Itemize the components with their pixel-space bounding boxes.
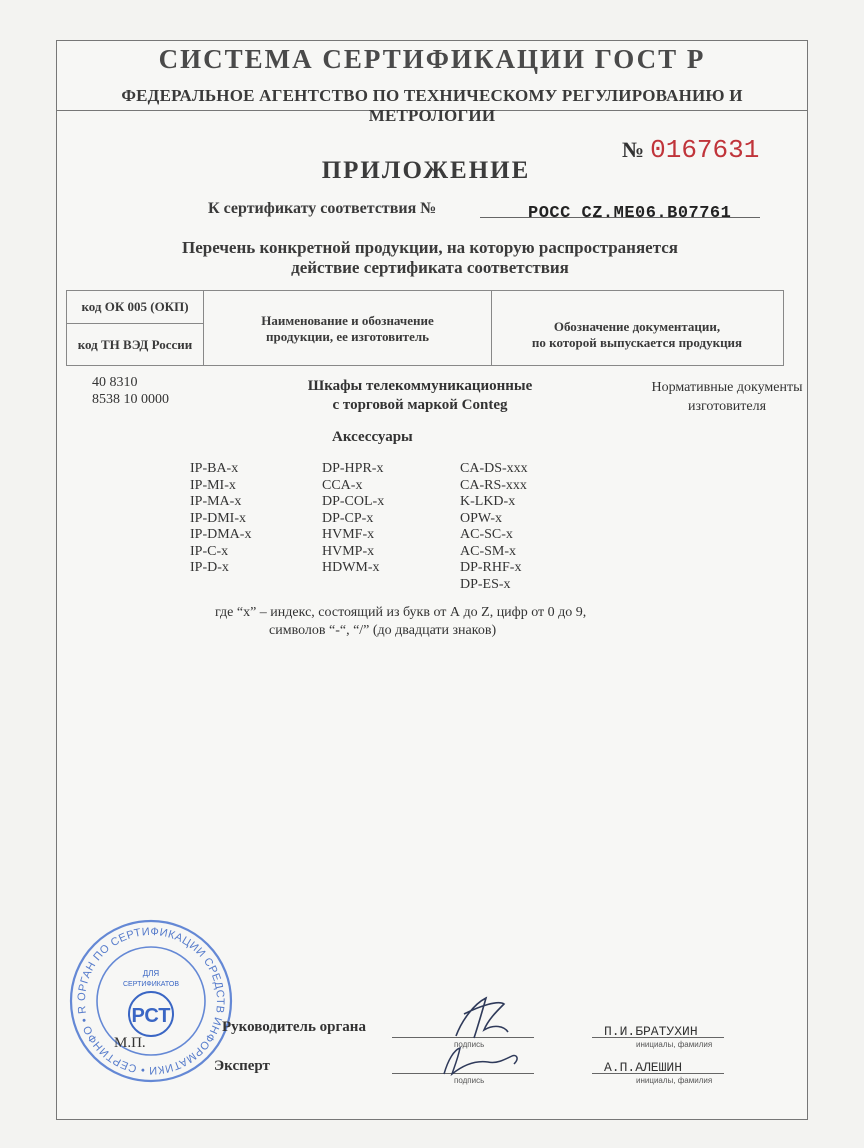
accessory-item: DP-ES-x [460, 576, 511, 592]
accessory-item: DP-HPR-x [322, 461, 384, 476]
svg-text:ОРГАН ПО СЕРТИФИКАЦИИ СРЕДСТВ: ОРГАН ПО СЕРТИФИКАЦИИ СРЕДСТВ ИНФОРМАТИКИ • СЕРТИНФО • R [75, 925, 227, 1077]
accessories-column-2 [322, 461, 384, 577]
accessory-item: AC-SM-x [460, 543, 517, 559]
signature-scribble-icon [434, 990, 534, 1080]
note-line: символов “-“, “/” (до двадцати знаков) [269, 623, 497, 638]
expert-name: А.П.АЛЕШИН [604, 1060, 683, 1075]
product-line: Шкафы телекоммуникационные [307, 378, 533, 394]
accessory-item: IP-DMI-x [190, 510, 246, 526]
index-note [215, 604, 586, 640]
accessory-item: HDWM-x [322, 560, 380, 575]
accessory-item: DP-COL-x [322, 494, 385, 509]
accessory-item: IP-DMA-x [190, 527, 252, 542]
svg-text:ДЛЯ: ДЛЯ [142, 969, 160, 978]
header-line: Наименование и обозначение [261, 313, 434, 328]
accessory-item: IP-D-x [190, 560, 229, 575]
certification-stamp [66, 916, 236, 1091]
svg-text:РСТ: РСТ [131, 1005, 171, 1027]
accessory-item: IP-C-x [190, 543, 229, 559]
svg-text:СЕРТИФИКАТОВ: СЕРТИФИКАТОВ [122, 981, 180, 988]
certificate-ref-label: К сертификату соответствия № [208, 200, 437, 217]
system-title: СИСТЕМА СЕРТИФИКАЦИИ ГОСТ Р [158, 44, 706, 74]
accessory-item: CA-RS-xxx [460, 477, 527, 493]
stamp-seal-icon [66, 916, 236, 1086]
tnved-code-header: код ТН ВЭД России [77, 337, 193, 352]
accessory-item: K-LKD-x [460, 494, 516, 509]
head-label: Руководитель органа [222, 1019, 366, 1035]
accessories-title: Аксессуары [332, 429, 413, 445]
accessory-item: IP-MI-x [190, 477, 236, 493]
name-caption: инициалы, фамилия [636, 1076, 713, 1085]
product-name-header [204, 313, 491, 345]
product-name [250, 377, 590, 415]
accessories-column-3 [460, 461, 528, 593]
page-title: ПРИЛОЖЕНИЕ [321, 157, 531, 184]
list-intro-line: действие сертификата соответствия [291, 258, 569, 277]
accessory-item: IP-BA-x [190, 461, 239, 476]
accessory-item: DP-RHF-x [460, 560, 522, 575]
header-line: Обозначение документации, [553, 319, 721, 334]
accessory-item: OPW-x [460, 510, 502, 526]
list-intro-line: Перечень конкретной продукции, на которую распространяется [181, 238, 679, 257]
form-number-value: 0167631 [650, 135, 760, 165]
accessory-item: IP-MA-x [190, 494, 242, 509]
accessory-item: AC-SC-x [460, 527, 513, 542]
documentation-header [492, 319, 782, 351]
normative-line: Нормативные документы [651, 380, 803, 395]
normative-line: изготовителя [687, 399, 767, 414]
tnved-code: 8538 10 0000 [92, 392, 169, 407]
list-intro [100, 238, 760, 278]
accessory-item: DP-CP-x [322, 510, 374, 526]
head-name: П.И.БРАТУХИН [604, 1024, 698, 1039]
header-line: по которой выпускается продукция [531, 335, 743, 350]
table-header [66, 290, 784, 366]
table-divider [67, 323, 203, 324]
signature-caption: подпись [454, 1076, 485, 1085]
accessory-item: CA-DS-xxx [460, 461, 528, 476]
accessory-item: HVMP-x [322, 543, 375, 559]
accessory-item: HVMF-x [322, 527, 375, 542]
normative-docs [638, 378, 816, 416]
note-line: где “x” – индекс, состоящий из букв от А до Z, цифр от 0 до 9, [215, 605, 587, 620]
signature-caption: подпись [454, 1040, 485, 1049]
agency-title: ФЕДЕРАЛЬНОЕ АГЕНТСТВО ПО ТЕХНИЧЕСКОМУ РЕГУЛИРОВАНИЮ И МЕТРОЛОГИИ [121, 86, 743, 125]
handwritten-signatures [434, 990, 534, 1085]
certificate-ref-value: РОСС CZ.МЕ06.В07761 [528, 204, 732, 223]
product-codes [92, 374, 169, 408]
accessories-column-1 [190, 461, 251, 577]
number-sign: № [622, 137, 645, 162]
expert-label: Эксперт [214, 1058, 270, 1074]
okp-code: 40 8310 [92, 375, 138, 390]
name-caption: инициалы, фамилия [636, 1040, 713, 1049]
product-line: с торговой маркой Conteg [332, 397, 508, 413]
stamp-place-label: М.П. [114, 1035, 146, 1051]
header-line: продукции, ее изготовитель [265, 329, 430, 344]
accessory-item: CCA-x [322, 477, 363, 493]
okp-code-header: код ОК 005 (ОКП) [81, 299, 189, 314]
